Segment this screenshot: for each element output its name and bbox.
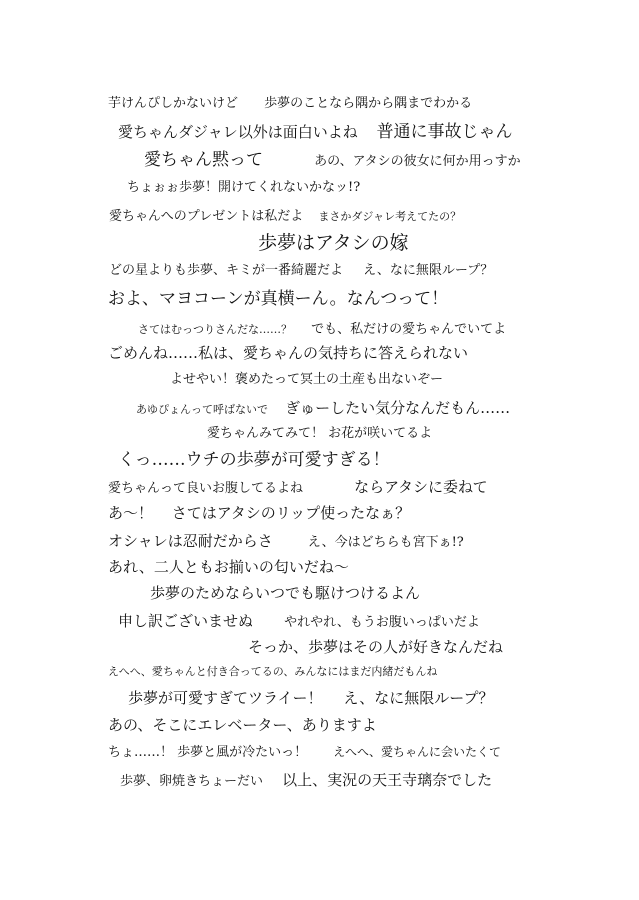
text-segment: 歩夢のためならいつでも駆けつけるよん: [150, 584, 421, 602]
text-line: [108, 97, 472, 110]
text-segment: 愛ちゃんダジャレ以外は面白いよね: [118, 123, 358, 141]
text-segment: あれ、二人ともお揃いの匂いだね〜: [108, 558, 349, 576]
text-segment: ぎゅーしたい気分なんだもん……: [285, 399, 511, 417]
text-segment: 愛ちゃん黙って: [144, 150, 263, 170]
text-segment: まさかダジャレ考えてたの？: [318, 210, 462, 223]
text-segment: あの、そこにエレベーター、ありますよ: [108, 716, 377, 734]
text-segment: およ、マヨコーンが真横ーん。なんつって！: [108, 289, 449, 309]
text-segment: ごめんね……私は、愛ちゃんの気持ちに答えられない: [108, 344, 469, 362]
text-line: [128, 691, 494, 706]
text-line: [120, 772, 492, 788]
text-segment: あゆぴょんって呼ばないで: [136, 403, 268, 416]
text-segment: 愛ちゃんみてみて！ お花が咲いてるよ: [207, 426, 433, 441]
text-line: [108, 718, 377, 733]
text-line: [108, 666, 437, 677]
text-segment: えへへ、愛ちゃんに会いたくて: [333, 745, 502, 759]
text-line: [108, 291, 448, 308]
text-segment: あ〜！: [108, 504, 154, 522]
text-line: [136, 400, 510, 416]
text-line: [248, 640, 503, 655]
text-segment: 申し訳ございませぬ: [118, 612, 254, 630]
text-segment: 歩夢はアタシの嫁: [258, 232, 409, 254]
text-segment: え、なに無限ループ？: [343, 689, 494, 707]
text-segment: 歩夢、卵焼きちょーだい: [120, 774, 264, 789]
text-segment: ちょ……！ 歩夢と風が冷たいっ！: [108, 745, 308, 760]
text-segment: 歩夢が可愛すぎてツライー！: [128, 689, 323, 707]
text-line: [127, 181, 360, 194]
text-line: [207, 427, 432, 440]
text-segment: 以上、実況の天王寺璃奈でした: [282, 771, 493, 789]
text-line: [108, 346, 468, 361]
text-segment: えへへ、愛ちゃんと付き合ってるの、みんなにはまだ内緒だもんね: [108, 665, 438, 678]
text-segment: え、今はどちらも宮下ぁ!?: [307, 535, 464, 550]
text-segment: どの星よりも歩夢、キミが一番綺麗だよ: [109, 263, 344, 278]
text-line: [109, 207, 461, 223]
text-line: [108, 560, 349, 575]
text-line: [138, 320, 506, 336]
text-segment: ならアタシに委ねて: [354, 478, 488, 496]
text-segment: 芋けんぴしかないけど: [108, 96, 239, 111]
text-segment: 愛ちゃんへのプレゼントは私だよ: [109, 209, 304, 224]
text-line: [108, 533, 464, 549]
text-line: [258, 234, 409, 253]
text-segment: 愛ちゃんって良いお腹してるよね: [108, 481, 304, 496]
text-segment: くっ……ウチの歩夢が可愛すぎる！: [118, 450, 390, 470]
text-line: [118, 613, 480, 629]
text-line: [150, 586, 420, 601]
text-line: [144, 152, 521, 169]
text-segment: あの、アタシの彼女に何か用っすか: [314, 154, 521, 169]
text-segment: 普通に事故じゃん: [376, 122, 513, 142]
text-line: [118, 452, 390, 469]
text-segment: オシャレは忍耐だからさ: [108, 532, 273, 550]
text-segment: さてはむっつりさんだな……？: [138, 323, 292, 336]
text-line: [108, 479, 488, 495]
text-segment: ちょぉぉ歩夢！開けてくれないかなッ!?: [127, 180, 361, 195]
text-line: [109, 264, 493, 277]
text-segment: 歩夢のことなら隅から隅までわかる: [264, 96, 473, 111]
text-segment: よせやい！褒めたって冥土の土産も出ないぞー: [170, 372, 444, 387]
text-segment: やれやれ、もうお腹いっぱいだよ: [284, 615, 480, 630]
text-line: [118, 124, 512, 141]
text-line: [108, 506, 410, 521]
text-line: [108, 746, 501, 759]
text-segment: え、なに無限ループ？: [363, 263, 494, 278]
text-line: [170, 373, 443, 386]
text-segment: でも、私だけの愛ちゃんでいてよ: [311, 322, 507, 337]
text-segment: そっか、歩夢はその人が好きなんだね: [248, 638, 504, 656]
text-segment: さてはアタシのリップ使ったなぁ？: [171, 504, 411, 522]
